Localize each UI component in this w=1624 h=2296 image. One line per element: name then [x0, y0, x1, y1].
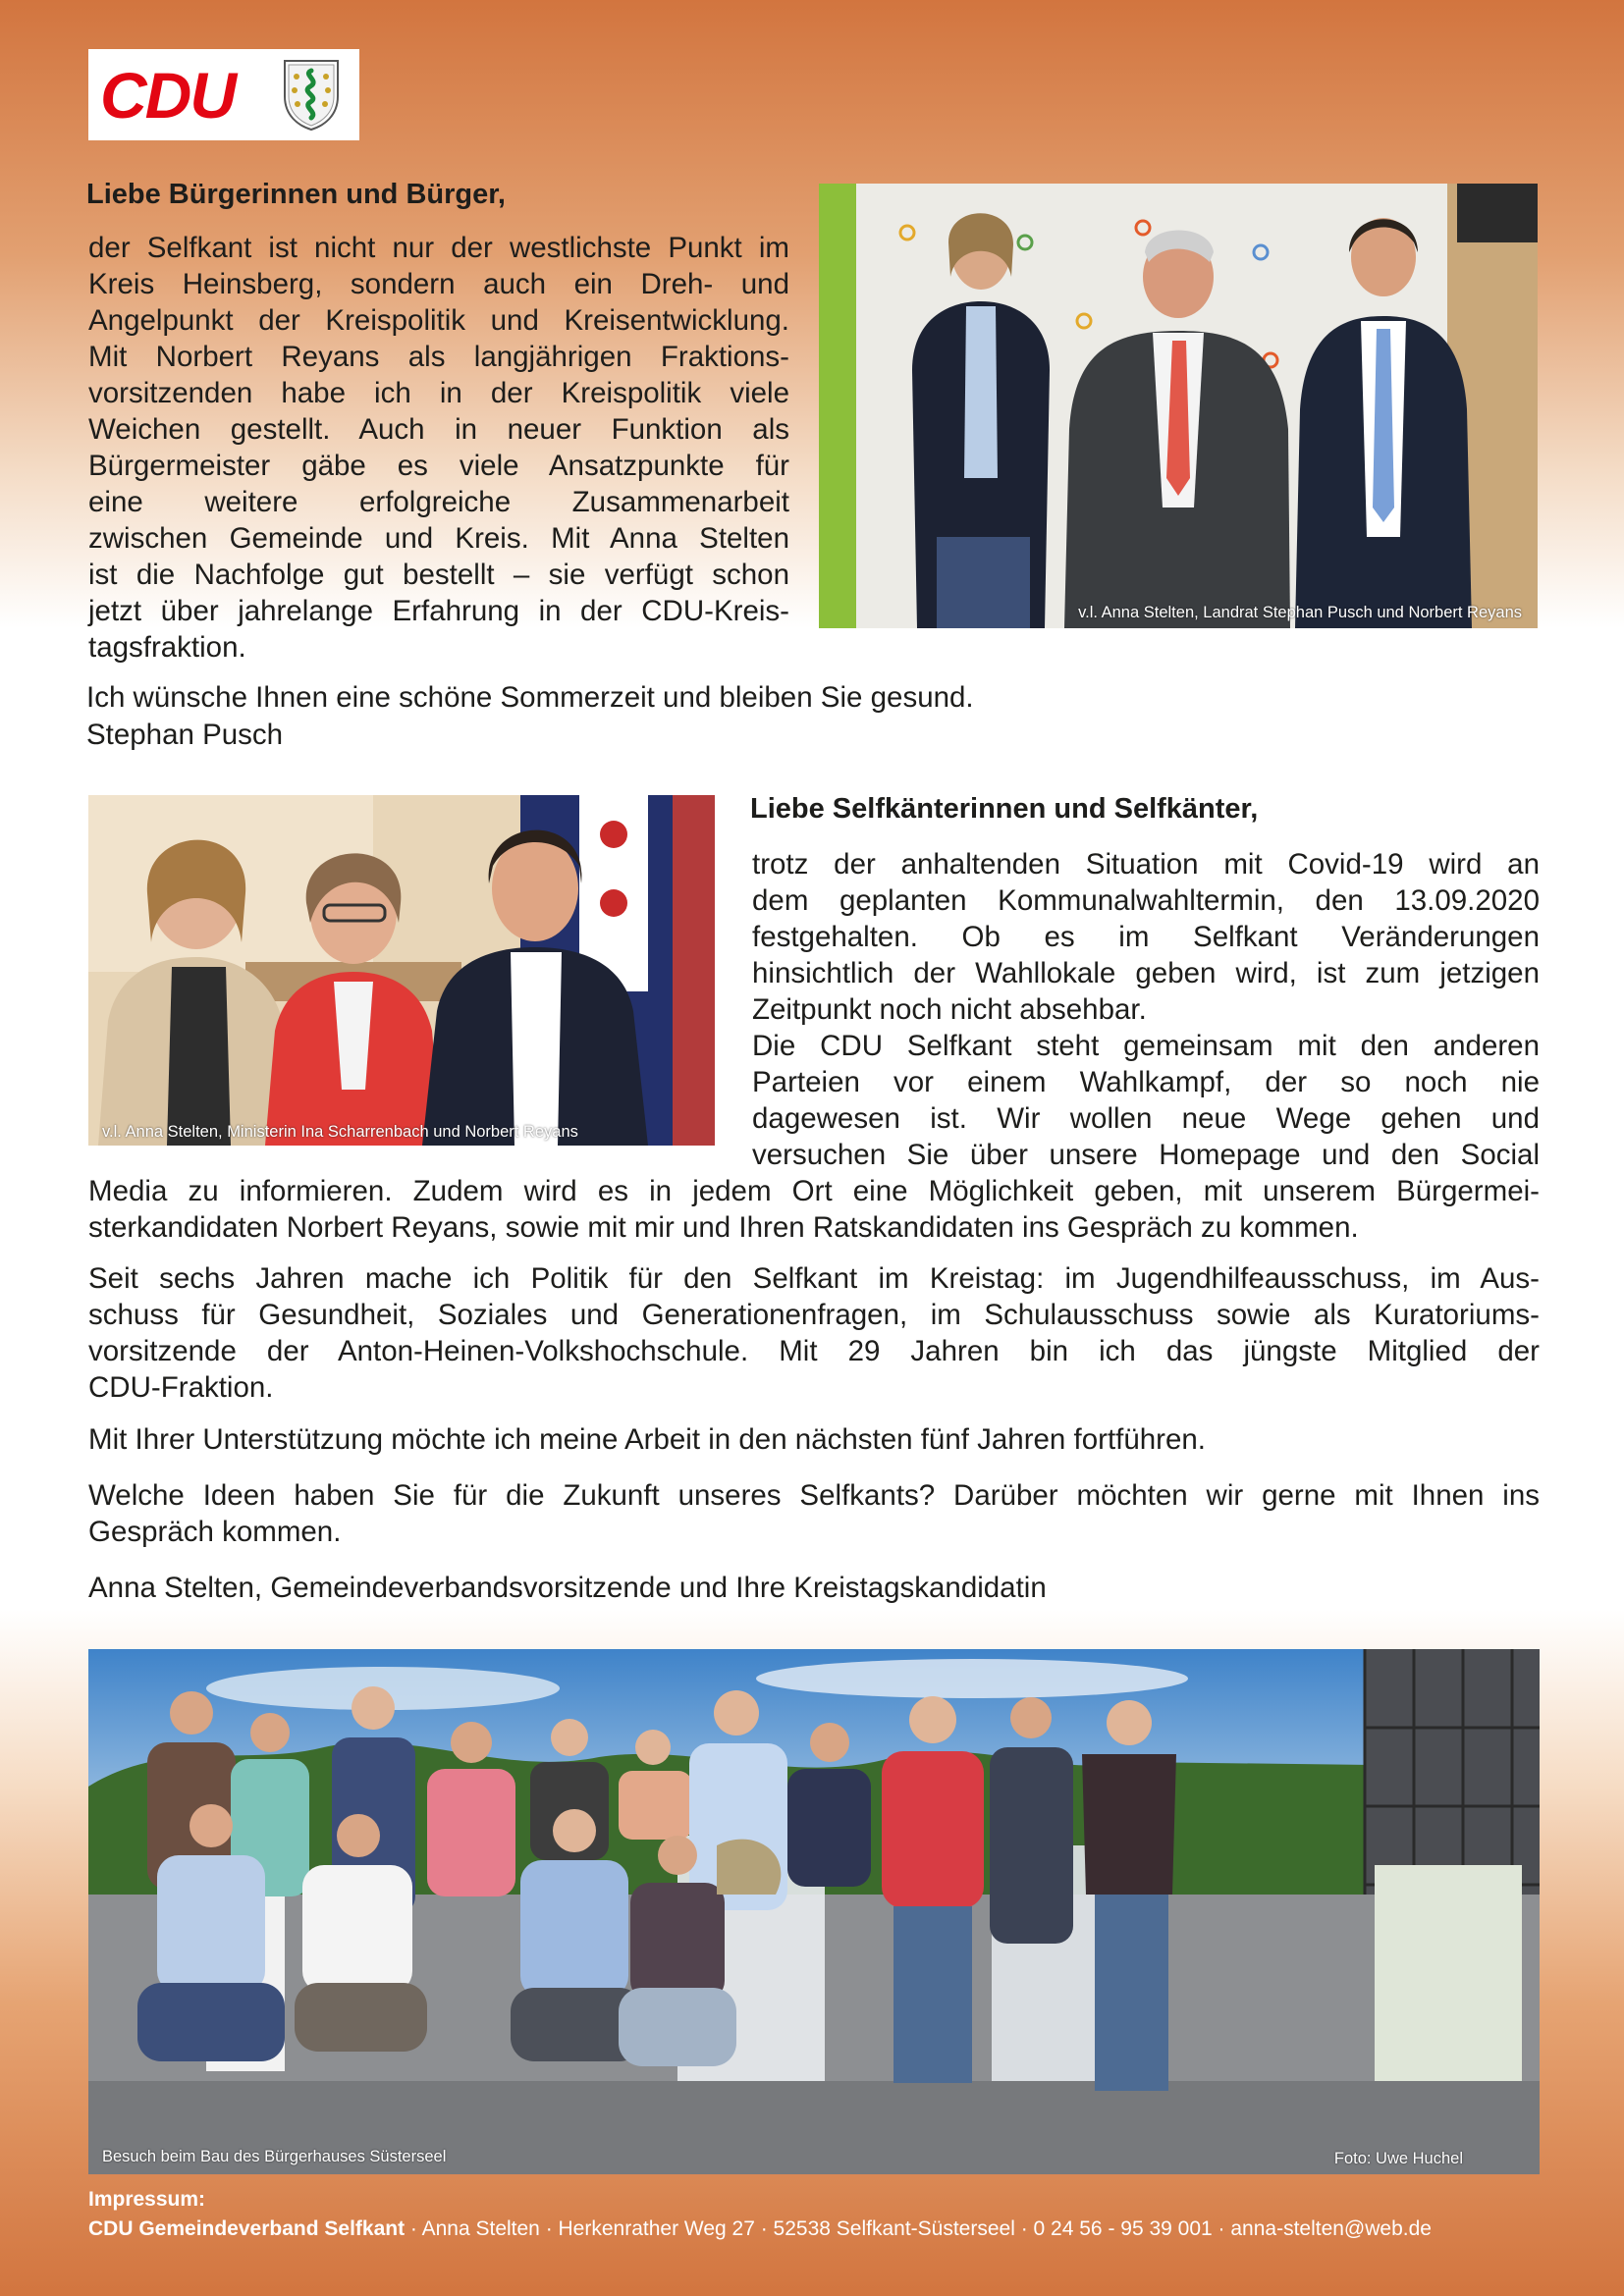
impressum-details: · Anna Stelten · Herkenrather Weg 27 · 52538 Selfkant-Süsterseel · 0 24 56 - 95 39 001 · anna-stelten@web.de	[405, 2217, 1432, 2240]
text-line: CDU-Fraktion.	[88, 1371, 274, 1404]
text-line: Kreis Heinsberg, sondern auch ein Dreh- und	[88, 268, 789, 300]
letter2-greeting: Liebe Selfkänterinnen und Selfkänter,	[750, 793, 1259, 825]
impressum	[88, 2185, 1432, 2244]
text-line: dagewesen ist. Wir wollen neue Wege gehen und	[752, 1102, 1540, 1135]
text-line: eine weitere erfolgreiche Zusammenarbeit	[88, 486, 789, 518]
letter2-paragraph-3: Mit Ihrer Unterstützung möchte ich meine Arbeit in den nächsten fünf Jahren fortführen.	[88, 1423, 1206, 1456]
text-line: zwischen Gemeinde und Kreis. Mit Anna Stelten	[88, 522, 789, 555]
letter2-paragraph-4	[88, 1477, 1540, 1550]
letter1-body	[88, 230, 789, 666]
text-line: ist die Nachfolge gut bestellt – sie verfügt schon	[88, 559, 789, 591]
text-line: Angelpunkt der Kreispolitik und Kreisentwicklung.	[88, 304, 789, 337]
text-line: trotz der anhaltenden Situation mit Covid-19 wird an	[752, 848, 1540, 881]
letter2-body-wide	[88, 1173, 1540, 1246]
photo-illustration	[88, 1649, 1540, 2174]
photo-caption: Besuch beim Bau des Bürgerhauses Süsterseel	[102, 2148, 447, 2165]
photo-stelten-pusch-reyans	[819, 184, 1538, 628]
text-line: Bürgermeister gäbe es viele Ansatzpunkte für	[88, 450, 789, 482]
text-line: Media zu informieren. Zudem wird es in jedem Ort eine Möglichkeit geben, mit unserem Bürgermei-	[88, 1175, 1540, 1207]
text-line: dem geplanten Kommunalwahltermin, den 13.09.2020	[752, 884, 1540, 917]
photo-caption: v.l. Anna Stelten, Ministerin Ina Scharrenbach und Norbert Reyans	[102, 1123, 578, 1141]
text-line: Weichen gestellt. Auch in neuer Funktion als	[88, 413, 789, 446]
text-line: festgehalten. Ob es im Selfkant Veränderungen	[752, 921, 1540, 953]
photo-illustration	[88, 795, 715, 1146]
letter2-paragraph-2	[88, 1260, 1540, 1406]
text-line: Zeitpunkt noch nicht absehbar.	[752, 993, 1147, 1026]
text-line: vorsitzenden habe ich in der Kreispolitik viele	[88, 377, 789, 409]
text-line: vorsitzende der Anton-Heinen-Volkshochschule. Mit 29 Jahren bin ich das jüngste Mitglied der	[88, 1335, 1540, 1367]
letter2-body-narrow	[752, 846, 1540, 1173]
cdu-logo-text: CDU	[100, 59, 235, 132]
municipal-crest-icon	[281, 57, 342, 132]
letter1-closing: Ich wünsche Ihnen eine schöne Sommerzeit und bleiben Sie gesund.	[86, 681, 974, 714]
letter1-signature: Stephan Pusch	[86, 719, 284, 751]
text-line: Welche Ideen haben Sie für die Zukunft unseres Selfkants? Darüber möchten wir gerne mit Ihnen ins	[88, 1479, 1540, 1512]
text-line: hinsichtlich der Wahllokale geben wird, ist zum jetzigen	[752, 957, 1540, 989]
photo-credit: Foto: Uwe Huchel	[1333, 2150, 1463, 2167]
text-line: schuss für Gesundheit, Soziales und Generationenfragen, im Schulausschuss sowie als Kuratoriums-	[88, 1299, 1540, 1331]
impressum-label: Impressum:	[88, 2188, 206, 2211]
text-line: versuchen Sie über unsere Homepage und den Social	[752, 1139, 1540, 1171]
text-line: Gespräch kommen.	[88, 1516, 342, 1548]
letter2-signature: Anna Stelten, Gemeindeverbandsvorsitzende und Ihre Kreistagskandidatin	[88, 1572, 1047, 1604]
text-line: jetzt über jahrelange Erfahrung in der CDU-Kreis-	[88, 595, 789, 627]
text-line: der Selfkant ist nicht nur der westlichste Punkt im	[88, 232, 789, 264]
letter1-greeting: Liebe Bürgerinnen und Bürger,	[86, 179, 506, 210]
text-line: Parteien vor einem Wahlkampf, der so noch nie	[752, 1066, 1540, 1098]
photo-stelten-scharrenbach-reyans	[88, 795, 715, 1146]
cdu-logo	[88, 49, 359, 140]
text-line: tagsfraktion.	[88, 631, 246, 664]
text-line: Die CDU Selfkant steht gemeinsam mit den anderen	[752, 1030, 1540, 1062]
text-line: Mit Norbert Reyans als langjährigen Fraktions-	[88, 341, 789, 373]
text-line: Seit sechs Jahren mache ich Politik für den Selfkant im Kreistag: im Jugendhilfeausschuss, im Aus-	[88, 1262, 1540, 1295]
photo-illustration	[819, 184, 1538, 628]
text-line: sterkandidaten Norbert Reyans, sowie mit mir und Ihren Ratskandidaten ins Gespräch zu kommen.	[88, 1211, 1359, 1244]
impressum-org: CDU Gemeindeverband Selfkant	[88, 2217, 406, 2240]
photo-caption: v.l. Anna Stelten, Landrat Stephan Pusch und Norbert Reyans	[1078, 604, 1522, 621]
group-photo-buergerhaus	[88, 1649, 1540, 2174]
